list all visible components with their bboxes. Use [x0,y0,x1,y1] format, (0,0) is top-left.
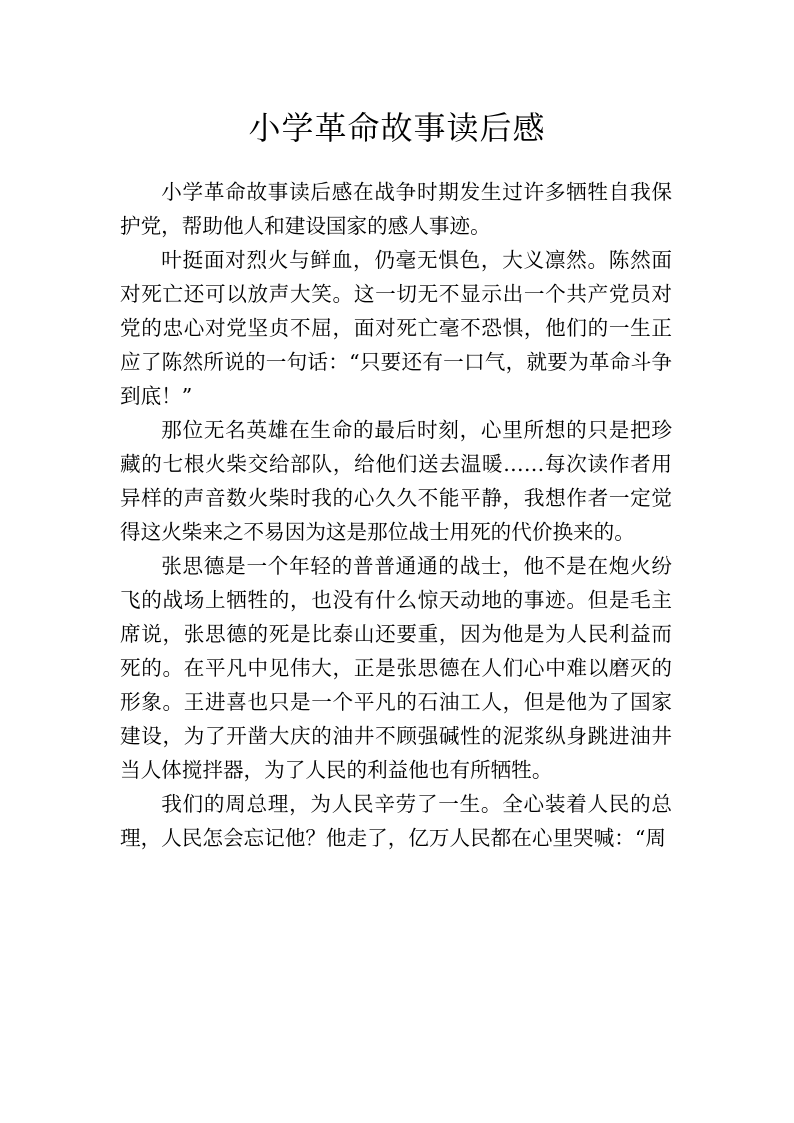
paragraph-1: 小学革命故事读后感在战争时期发生过许多牺牲自我保护党，帮助他人和建设国家的感人事迹。 [120,180,672,238]
paragraph-2: 叶挺面对烈火与鲜血，仍毫无惧色，大义凛然。陈然面对死亡还可以放声大笑。这一切无不显示出一个共产党员对党的忠心对党坚贞不屈，面对死亡毫不恐惧，他们的一生正应了陈然所说的一句话：“只要还有一口气，就要为革命斗争到底！” [120,248,672,408]
paragraph-4: 张思德是一个年轻的普普通通的战士，他不是在炮火纷飞的战场上牺牲的，也没有什么惊天动地的事迹。但是毛主席说，张思德的死是比泰山还要重，因为他是为人民利益而死的。在平凡中见伟大，正是张思德在人们心中难以磨灭的形象。王进喜也只是一个平凡的石油工人，但是他为了国家建设，为了开凿大庆的油井不顾强碱性的泥浆纵身跳进油井当人体搅拌器，为了人民的利益他也有所牺牲。 [120,554,672,782]
paragraph-3: 那位无名英雄在生命的最后时刻，心里所想的只是把珍藏的七根火柴交给部队，给他们送去温暖……每次读作者用异样的声音数火柴时我的心久久不能平静，我想作者一定觉得这火柴来之不易因为这是那位战士用死的代价换来的。 [120,418,672,544]
document-title: 小学革命故事读后感 [248,109,546,147]
paragraph-5: 我们的周总理，为人民辛劳了一生。全心装着人民的总理，人民怎会忘记他？他走了，亿万人民都在心里哭喊：“周 [120,792,672,850]
document-body [120,175,672,855]
